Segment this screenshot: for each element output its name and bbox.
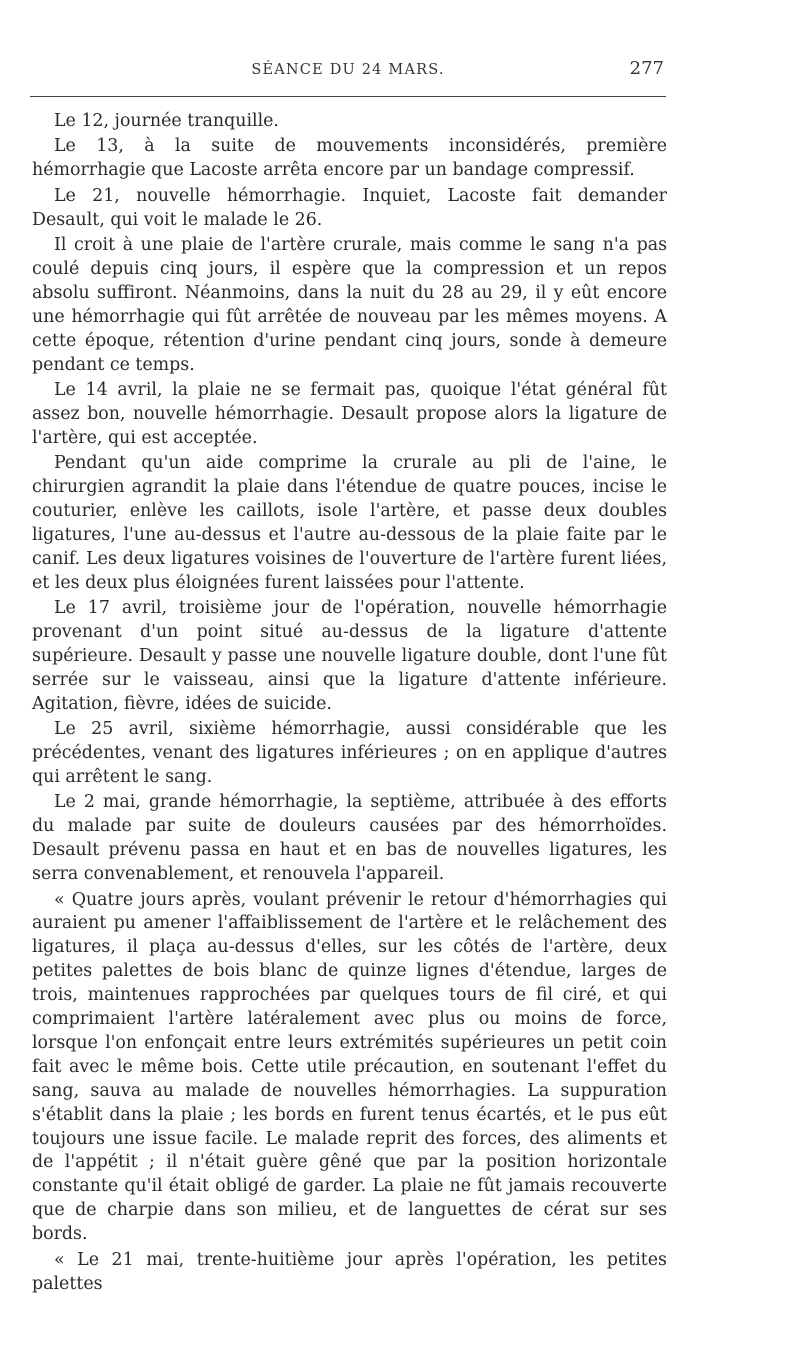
paragraph: Le 12, journée tranquille. bbox=[54, 111, 279, 131]
running-head bbox=[30, 58, 666, 88]
running-title: SÉANCE DU 24 MARS. bbox=[251, 62, 445, 78]
paragraph: Le 25 avril, sixième hémorrhagie, aussi considérable que les précédentes, venant des ligatures inférieures ; on en applique d'autres qui arrêtent le sang. bbox=[32, 719, 667, 787]
paragraph: « Quatre jours après, voulant prévenir le retour d'hémorrhagies qui auraient pu amener l'affaiblissement de l'artère et le relâchement des ligatures, il plaça au-dessus d'elles, sur les côtés de l'artère, deux petites palettes de bois blanc de quinze lignes d'étendue, larges de trois, maintenues rapprochées par quelques tours de fil ciré, et qui comprimaient l'artère latéralement avec plus ou moins de force, lorsque l'on enfonçait entre leurs extrémités supérieures un petit coin fait avec le même bois. Cette utile précaution, en soutenant l'effet du sang, sauva au malade de nouvelles hémorrhagies. La suppuration s'établit dans la plaie ; les bords en furent tenus écartés, et le pus eût toujours une issue facile. Le malade reprit des forces, des aliments et de l'appétit ; il n'était guère gêné que par la position horizontale constante qu'il était obligé de garder. La plaie ne fût jamais recouverte que de charpie dans son milieu, et de languettes de cérat sur ses bords. bbox=[32, 889, 667, 1245]
page-number: 277 bbox=[629, 58, 664, 79]
paragraph: Le 21, nouvelle hémorrhagie. Inquiet, Lacoste fait demander Desault, qui voit le malade le 26. bbox=[32, 185, 667, 230]
paragraph: Il croit à une plaie de l'artère crurale, mais comme le sang n'a pas coulé depuis cinq jours, il espère que la compression et un repos absolu suffiront. Néanmoins, dans la nuit du 28 au 29, il y eût encore une hémorrhagie qui fût arrêtée de nouveau par les mêmes moyens. A cette époque, rétention d'urine pendant cinq jours, sonde à demeure pendant ce temps. bbox=[32, 235, 667, 375]
paragraph: Le 17 avril, troisième jour de l'opération, nouvelle hémorrhagie provenant d'un point situé au-dessus de la ligature d'attente supérieure. Desault y passe une nouvelle ligature double, dont l'une fût serrée sur le vaisseau, ainsi que la ligature d'attente inférieure. Agitation, fièvre, idées de suicide. bbox=[32, 598, 667, 714]
header-rule bbox=[30, 96, 666, 97]
paragraph: Pendant qu'un aide comprime la crurale au pli de l'aine, le chirurgien agrandit la plaie dans l'étendue de quatre pouces, incise le couturier, enlève les caillots, isole l'artère, et passe deux doubles ligatures, l'une au-dessus et l'autre au-dessous de la plaie faite par le canif. Les deux ligatures voisines de l'ouverture de l'artère furent liées, et les deux plus éloignées furent laissées pour l'attente. bbox=[32, 453, 667, 593]
body-text bbox=[32, 110, 667, 1298]
paragraph: Le 2 mai, grande hémorrhagie, la septième, attribuée à des efforts du malade par suite de douleurs causées par des hémorrhoïdes. Desault prévenu passa en haut et en bas de nouvelles ligatures, les serra convenablement, et renouvela l'appareil. bbox=[32, 792, 667, 885]
paragraph: Le 13, à la suite de mouvements inconsidérés, première hémorrhagie que Lacoste arrêta encore par un bandage compressif. bbox=[32, 136, 667, 181]
paragraph: « Le 21 mai, trente-huitième jour après l'opération, les petites palettes bbox=[32, 1249, 667, 1294]
paragraph: Le 14 avril, la plaie ne se fermait pas, quoique l'état général fût assez bon, nouvelle hémorrhagie. Desault propose alors la ligature de l'artère, qui est acceptée. bbox=[32, 379, 667, 448]
